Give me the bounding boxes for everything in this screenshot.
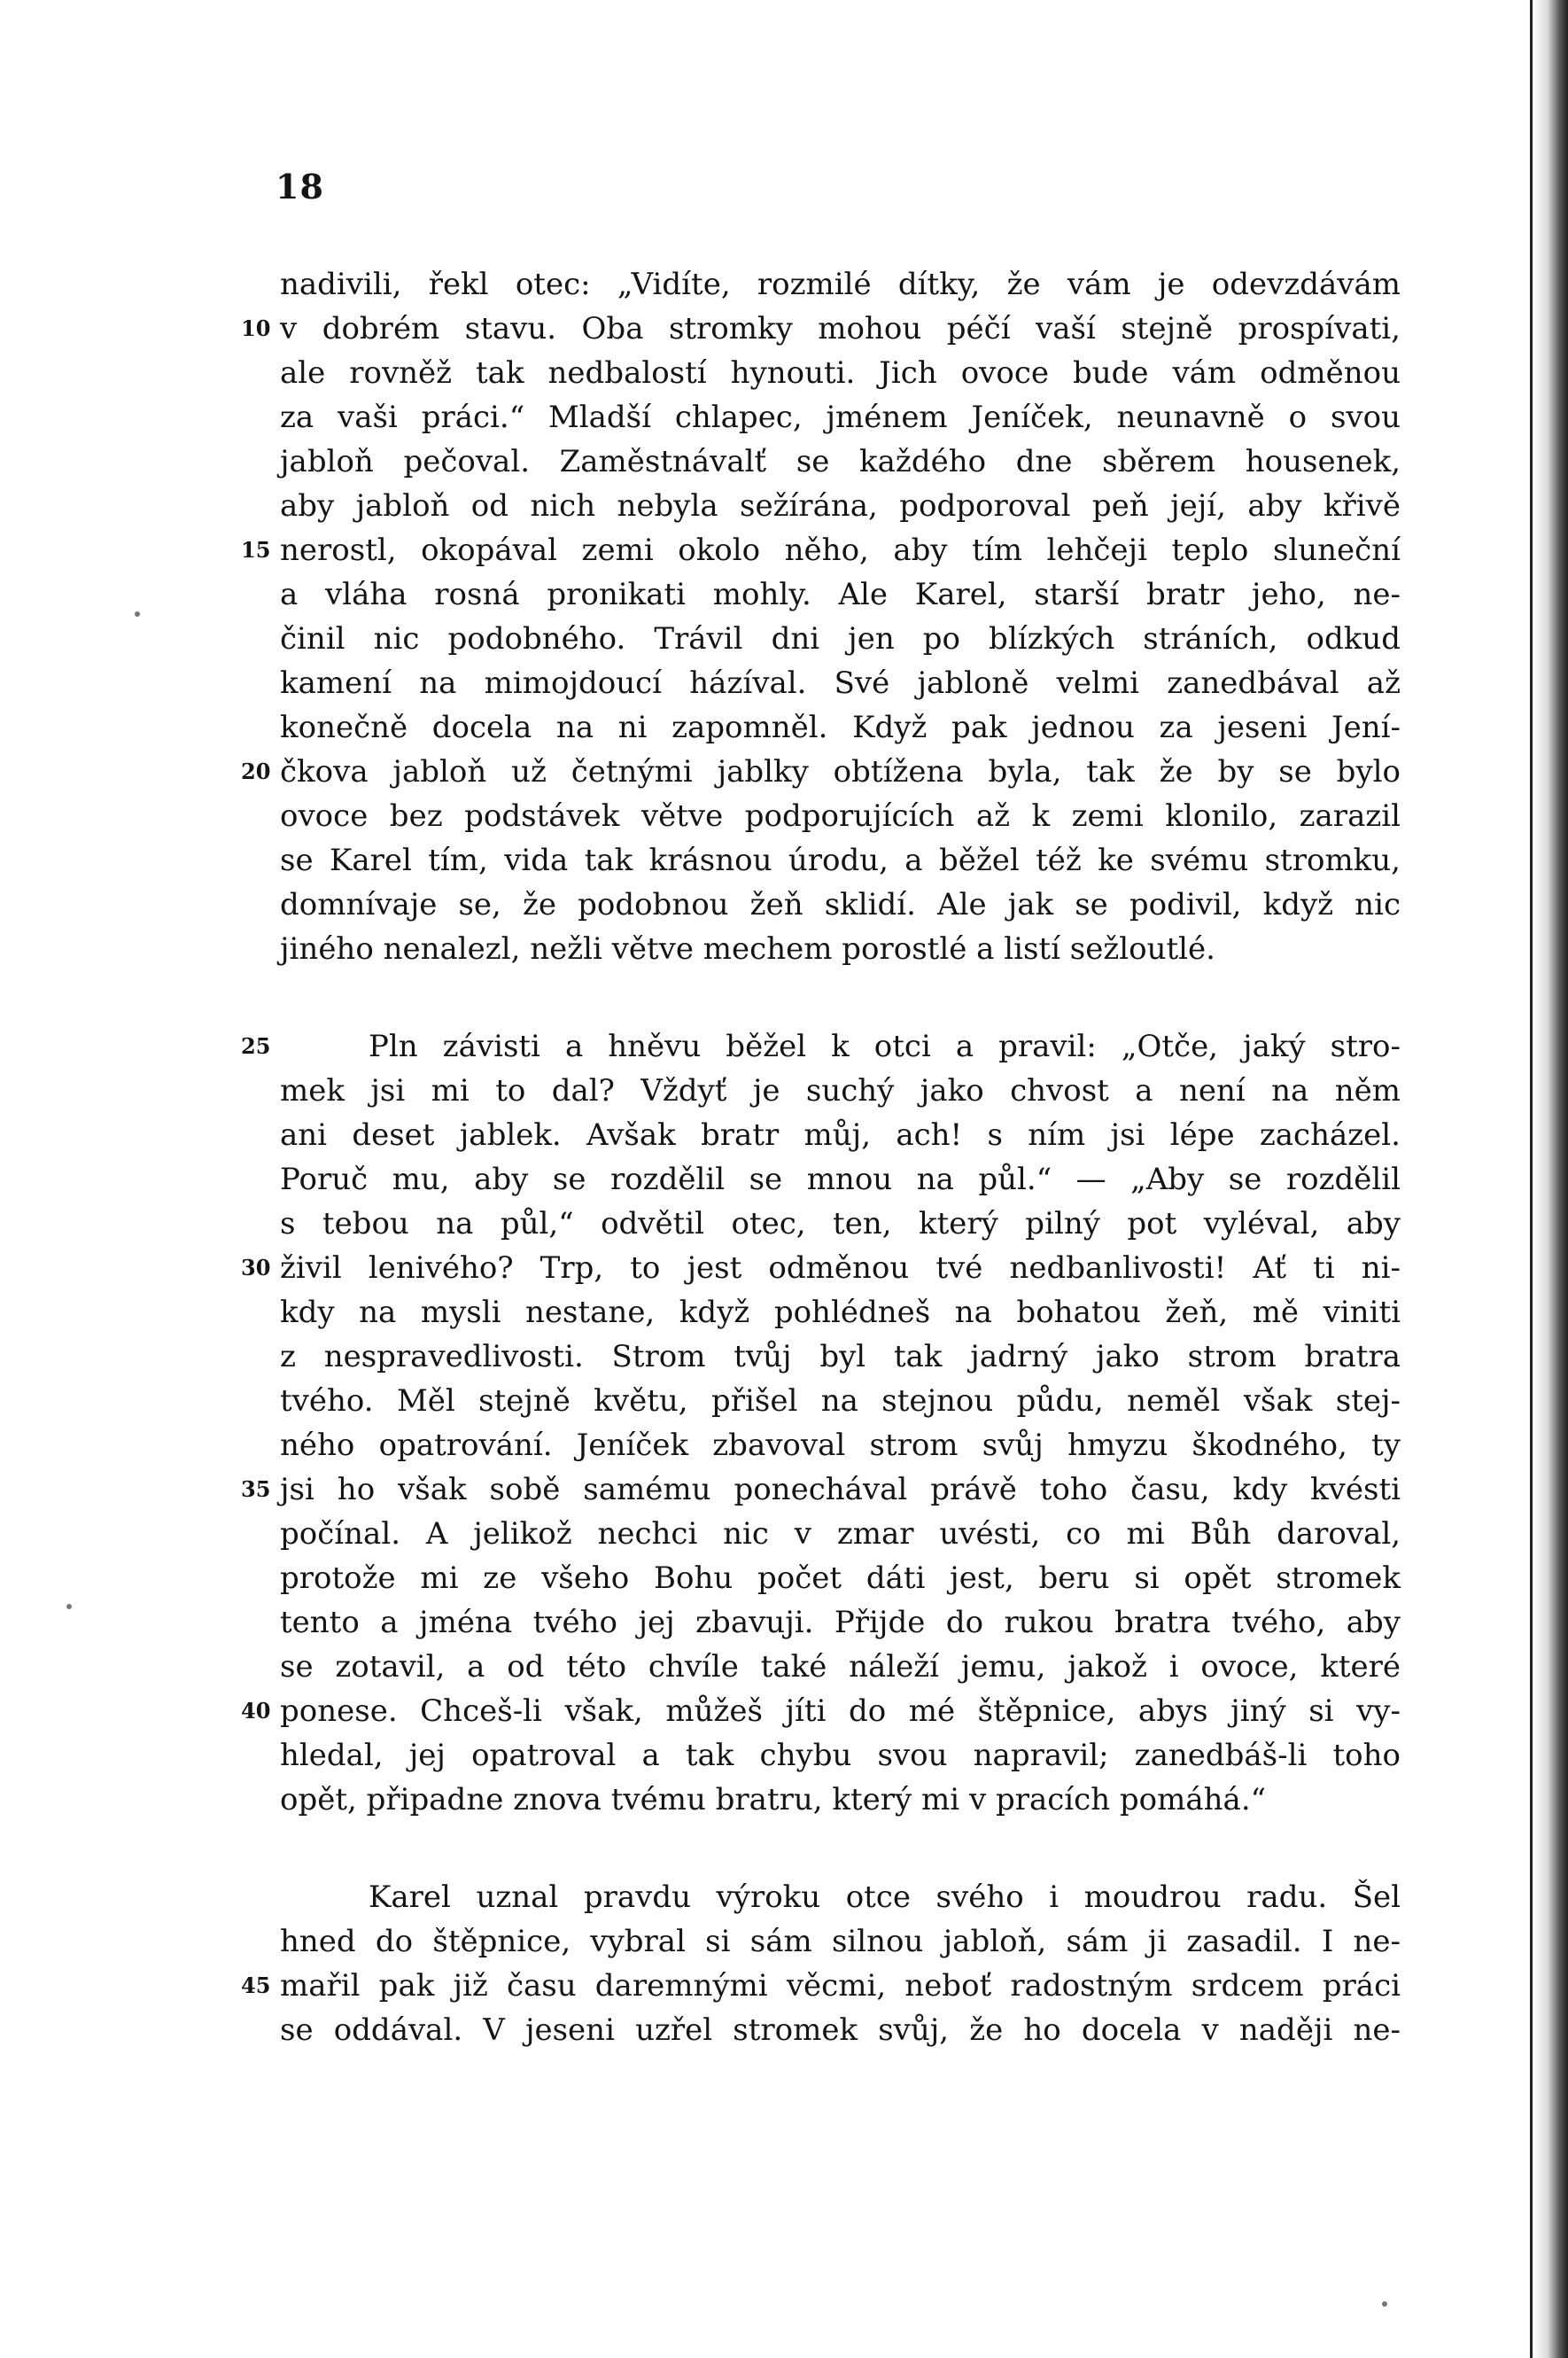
text-line: jabloň pečoval. Zaměstnávalť se každého dne sběrem housenek, <box>280 444 1401 479</box>
text-line: 45 mařil pak již času daremnými věcmi, neboť radostným srdcem práci <box>280 1964 1401 2008</box>
paragraph-1 <box>241 262 1401 971</box>
page-number: 18 <box>276 167 324 206</box>
line-number: 10 <box>241 315 271 341</box>
text-line: ovoce bez podstávek větve podporujících až k zemi klonilo, zarazil <box>280 798 1401 834</box>
line-number: 30 <box>241 1255 271 1280</box>
text-line: ale rovněž tak nedbalostí hynouti. Jich ovoce bude vám odměnou <box>280 355 1401 391</box>
line-number: 45 <box>241 1973 271 1998</box>
text-line: 20 čkova jabloň už četnými jablky obtížena byla, tak že by se bylo <box>280 750 1401 794</box>
text-line: tento a jména tvého jej zbavuji. Přijde do rukou bratra tvého, aby <box>280 1605 1401 1640</box>
paragraph-gap <box>280 1822 1401 1875</box>
text-line: aby jabloň od nich nebyla sežírána, podporoval peň její, aby křivě <box>280 488 1401 524</box>
text-line: Karel uznal pravdu výroku otce svého i moudrou radu. Šel <box>369 1879 1401 1915</box>
text-line: ného opatrování. Jeníček zbavoval strom svůj hmyzu škodného, ty <box>280 1428 1401 1463</box>
line-number: 20 <box>241 759 271 784</box>
text-line: opět, připadne znova tvému bratru, který mi v pracích pomáhá.“ <box>280 1782 1267 1817</box>
line-number: 25 <box>241 1033 271 1059</box>
text-line: 35 jsi ho však sobě samému ponechával právě toho času, kdy kvésti <box>280 1467 1401 1512</box>
text-line: s tebou na půl,“ odvětil otec, ten, který pilný pot vyléval, aby <box>280 1206 1401 1241</box>
text-line: 15 nerostl, okopával zemi okolo něho, aby tím lehčeji teplo sluneční <box>280 528 1401 572</box>
text-line: protože mi ze všeho Bohu počet dáti jest, beru si opět stromek <box>280 1560 1401 1596</box>
paragraph-3 <box>241 1875 1401 2052</box>
body-text <box>241 262 1401 2052</box>
text-line: a vláha rosná pronikati mohly. Ale Karel, starší bratr jeho, ne- <box>280 577 1401 612</box>
text-line: 10 v dobrém stavu. Oba stromky mohou péčí vaší stejně prospívati, <box>280 307 1401 351</box>
text-line: 25 Pln závisti a hněvu běžel k otci a pravil: „Otče, jaký stro- <box>280 1024 1401 1069</box>
page-edge-shadow <box>1534 0 1568 2358</box>
text-line: hledal, jej opatroval a tak chybu svou napravil; zanedbáš-li toho <box>280 1738 1401 1773</box>
text-line: domnívaje se, že podobnou žeň sklidí. Ale jak se podivil, když nic <box>280 887 1401 922</box>
line-number: 35 <box>241 1476 271 1502</box>
text-line: konečně docela na ni zapomněl. Když pak jednou za jeseni Jení- <box>280 710 1401 745</box>
text-line: jiného nenalezl, nežli větve mechem porostlé a listí sežloutlé. <box>280 931 1215 967</box>
text-line: počínal. A jelikož nechci nic v zmar uvésti, co mi Bůh daroval, <box>280 1516 1401 1552</box>
text-line: se zotavil, a od této chvíle také náleží jemu, jakož i ovoce, které <box>280 1649 1401 1685</box>
paper-speck <box>66 1604 72 1609</box>
text-line: nadivili, řekl otec: „Vidíte, rozmilé dítky, že vám je odevzdávám <box>280 267 1401 302</box>
page-edge-line <box>1530 0 1533 2358</box>
paragraph-gap <box>280 971 1401 1024</box>
text-line: 30 živil lenivého? Trp, to jest odměnou tvé nedbanlivosti! Ať ti ni- <box>280 1246 1401 1290</box>
text-line: tvého. Měl stejně květu, přišel na stejnou půdu, neměl však stej- <box>280 1383 1401 1419</box>
line-number: 40 <box>241 1698 271 1724</box>
text-line: 40 ponese. Chceš-li však, můžeš jíti do mé štěpnice, abys jiný si vy- <box>280 1689 1401 1733</box>
paper-speck <box>135 611 140 617</box>
text-line: kdy na mysli nestane, když pohlédneš na bohatou žeň, mě viniti <box>280 1295 1401 1330</box>
text-line: se Karel tím, vida tak krásnou úrodu, a běžel též ke svému stromku, <box>280 843 1401 878</box>
text-line: se oddával. V jeseni uzřel stromek svůj, že ho docela v naději ne- <box>280 2012 1401 2048</box>
paper-speck <box>1382 2301 1387 2307</box>
text-line: kamení na mimojdoucí házíval. Své jabloně velmi zanedbával až <box>280 665 1401 701</box>
text-line: hned do štěpnice, vybral si sám silnou jabloň, sám ji zasadil. I ne- <box>280 1924 1401 1959</box>
paragraph-2 <box>241 1024 1401 1822</box>
line-number: 15 <box>241 537 271 563</box>
text-line: z nespravedlivosti. Strom tvůj byl tak jadrný jako strom bratra <box>280 1339 1401 1374</box>
text-line: mek jsi mi to dal? Vždyť je suchý jako chvost a není na něm <box>280 1073 1401 1109</box>
text-line: činil nic podobného. Trávil dni jen po blízkých stráních, odkud <box>280 621 1401 657</box>
text-line: ani deset jablek. Avšak bratr můj, ach! s ním jsi lépe zacházel. <box>280 1117 1401 1153</box>
text-line: Poruč mu, aby se rozdělil se mnou na půl.“ — „Aby se rozdělil <box>280 1162 1401 1197</box>
text-line: za vaši práci.“ Mladší chlapec, jménem Jeníček, neunavně o svou <box>280 400 1401 435</box>
